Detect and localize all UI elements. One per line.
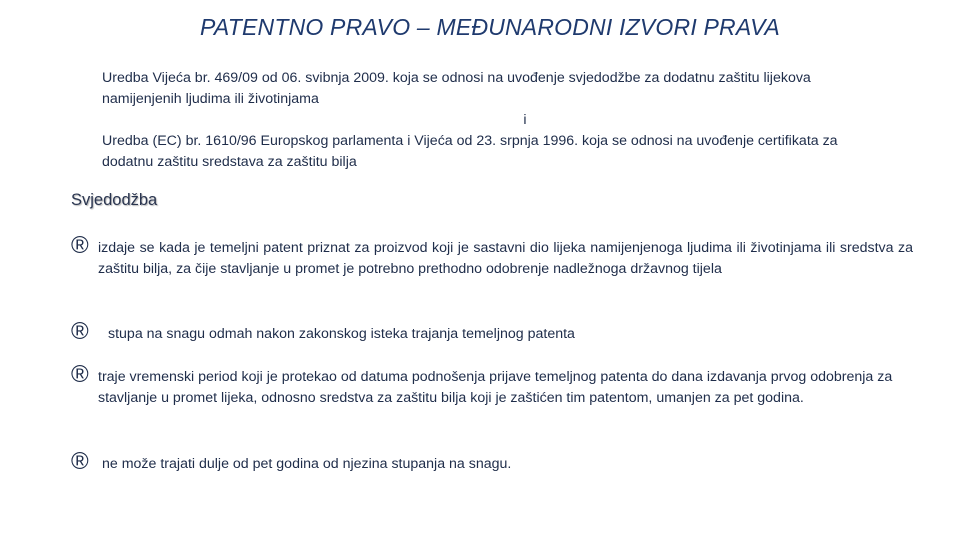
- registered-bullet-icon: ®: [71, 232, 89, 259]
- regulation-469-09: Uredba Vijeća br. 469/09 od 06. svibnja 2009. koja se odnosi na uvođenje svjedodžbe za dodatnu zaštitu lijekova namijenjenih ljudima ili životinjama: [102, 70, 811, 107]
- registered-bullet-icon: ®: [71, 318, 89, 345]
- registered-bullet-icon: ®: [71, 448, 89, 475]
- bullet-text: traje vremenski period koji je protekao od datuma podnošenja prijave temeljnog patenta do dana izdavanja prvog odobrenja za stavljanje u promet lijeka, odnosno sredstva za zaštitu bilja koji je zaštićen tim patentom, umanjen za pet godina.: [98, 369, 893, 406]
- bullet-text: izdaje se kada je temeljni patent priznat za proizvod koji je sastavni dio lijeka namijenjenoga ljudima ili životinjama ili sredstva za zaštitu bilja, za čije stavljanje u promet je potrebno prethodno odobrenje nadležnoga državnog tijela: [98, 240, 913, 277]
- bullet-text: ne može trajati dulje od pet godina od njezina stupanja na snagu.: [102, 456, 512, 472]
- slide-title: PATENTNO PRAVO – MEĐUNARODNI IZVORI PRAVA: [200, 14, 780, 40]
- registered-bullet-icon: ®: [71, 361, 89, 388]
- section-heading: Svjedodžba: [71, 191, 158, 209]
- regulation-1610-96: Uredba (EC) br. 1610/96 Europskog parlamenta i Vijeća od 23. srpnja 1996. koja se odnosi na uvođenje certifikata za dodatnu zaštitu sredstava za zaštitu bilja: [102, 133, 838, 170]
- regulation-connector: i: [523, 112, 527, 128]
- bullet-text: stupa na snagu odmah nakon zakonskog isteka trajanja temeljnog patenta: [108, 326, 575, 342]
- regulations-block: [102, 68, 892, 173]
